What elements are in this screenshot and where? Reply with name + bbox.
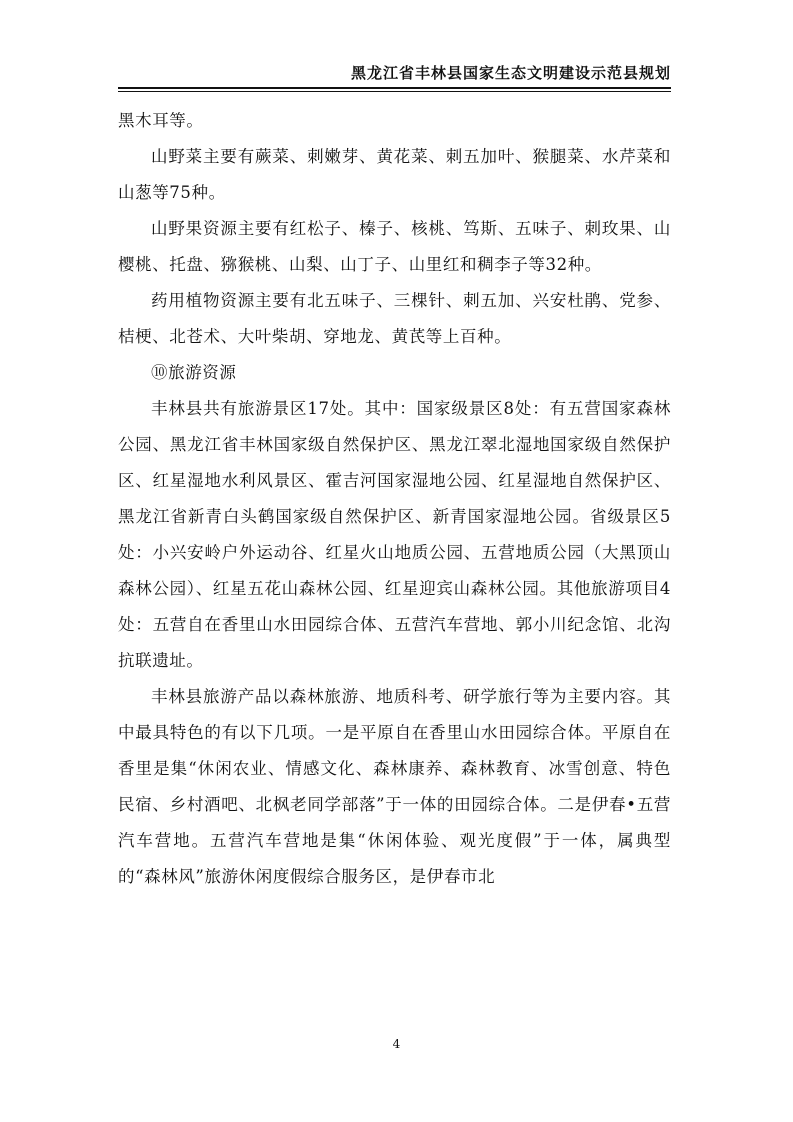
- paragraph-medicinal-plants: 药用植物资源主要有北五味子、三棵针、刺五加、兴安杜鹃、党参、桔梗、北苍术、大叶柴胡、穿地龙、黄芪等上百种。: [118, 291, 671, 346]
- paragraph-tourist-sites: 丰林县共有旅游景区17处。其中：国家级景区8处：有五营国家森林公园、黑龙江省丰林国家级自然保护区、黑龙江翠北湿地国家级自然保护区、红星湿地水利风景区、霍吉河国家湿地公园、红星湿地自然保护区、黑龙江省新青白头鹤国家级自然保护区、新青国家湿地公园。省级景区5处：小兴安岭户外运动谷、红星火山地质公园、五营地质公园（大黑顶山森林公园）、红星五花山森林公园、红星迎宾山森林公园。其他旅游项目4处：五营自在香里山水田园综合体、五营汽车营地、郭小川纪念馆、北沟抗联遗址。: [118, 399, 671, 670]
- paragraph-wild-fruits: 山野果资源主要有红松子、榛子、核桃、笃斯、五味子、刺玫果、山樱桃、托盘、猕猴桃、山梨、山丁子、山里红和稠李子等32种。: [118, 219, 671, 274]
- page-header-title: 黑龙江省丰林县国家生态文明建设示范县规划: [350, 64, 671, 82]
- document-body: [118, 103, 671, 895]
- paragraph-continuation: 黑木耳等。: [118, 111, 204, 130]
- paragraph-wild-vegetables: 山野菜主要有蕨菜、刺嫩芽、黄花菜、刺五加叶、猴腿菜、水芹菜和山葱等75种。: [118, 147, 671, 202]
- header-divider-thin: [118, 91, 671, 92]
- page-number: 4: [392, 1037, 401, 1051]
- section-heading-tourism: ⑩旅游资源: [151, 363, 237, 382]
- header-divider-thick: [118, 87, 671, 89]
- paragraph-tourism-products: 丰林县旅游产品以森林旅游、地质科考、研学旅行等为主要内容。其中最具特色的有以下几项。一是平原自在香里山水田园综合体。平原自在香里是集“休闲农业、情感文化、森林康养、森林教育、冰雪创意、特色民宿、乡村酒吧、北枫老同学部落”于一体的田园综合体。二是伊春•五营汽车营地。五营汽车营地是集“休闲体验、观光度假”于一体，属典型的“森林风”旅游休闲度假综合服务区，是伊春市北: [118, 687, 671, 886]
